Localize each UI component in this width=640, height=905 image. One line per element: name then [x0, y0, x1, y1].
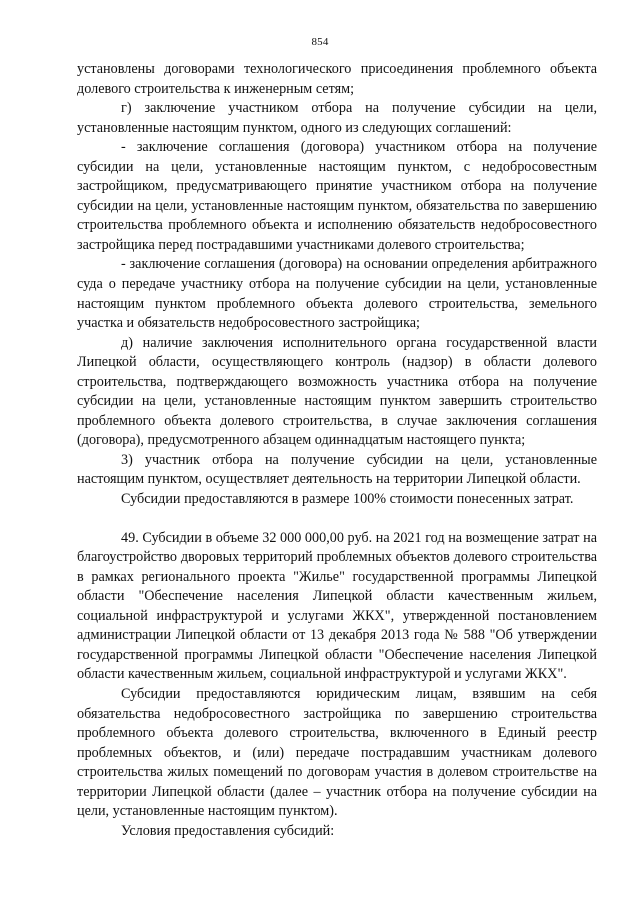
paragraph-conditions-heading: Условия предоставления субсидий: [121, 822, 335, 839]
paragraph-item-49: 49. Субсидии в объеме 32 000 000,00 руб. на 2021 год на возмещение затрат на благоустройство дворовых территорий проблемных объектов долевого строительства в рамках регионального проекта "Жилье" государственной программы Липецкой области "Обеспечение населения Липецкой области качественным жильем, социальной инфраструктурой и услугами ЖКХ", утвержденной постановлением администрации Липецкой области от 13 декабря 2013 года № 588 "Об утверждении государственной программы Липецкой области "Обеспечение населения Липецкой области качественным жильем, социальной инфраструктурой и услугами ЖКХ". [77, 529, 597, 683]
paragraph-condition-g: г) заключение участником отбора на получение субсидии на цели, установленные настоящим пунктом, одного из следующих соглашений: [77, 100, 597, 136]
paragraph-condition-d: д) наличие заключения исполнительного органа государственной власти Липецкой области, осуществляющего контроль (надзор) в области долевого строительства, подтверждающего возможность участника отбора на получение субсидии на цели, установленные настоящим пунктом завершить строительство проблемного объекта долевого строительства, в случае заключения соглашения (договора), предусмотренного абзацем одиннадцатым настоящего пункта; [77, 334, 597, 449]
page-number: 854 [311, 36, 329, 48]
paragraph-agreement-court-ruling: - заключение соглашения (договора) на основании определения арбитражного суда о передаче участнику отбора на получение субсидии на цели, установленные настоящим пунктом проблемного объекта долевого строительства, земельного участка и обязательств недобросовестного застройщика; [77, 256, 597, 332]
paragraph-subsidy-recipients: Субсидии предоставляются юридическим лицам, взявшим на себя обязательства недобросовестного застройщика по завершению строительства проблемного объекта долевого строительства, включенного в Единый реестр проблемных объектов, и (или) передаче пострадавшим участникам долевого строительства жилых помещений по договорам участия в долевом строительстве на территории Липецкой области (далее – участник отбора на получение субсидии на цели, установленные настоящим пунктом). [77, 685, 597, 820]
document-body [77, 60, 597, 841]
paragraph-connection-contracts: установлены договорами технологического присоединения проблемного объекта долевого строительства к инженерным сетям; [77, 61, 597, 97]
paragraph-agreement-with-developer: - заключение соглашения (договора) участником отбора на получение субсидии на цели, установленные настоящим пунктом, с недобросовестным застройщиком, предусматривающего принятие участником отбора на получение субсидии на цели, установленные настоящим пунктом, обязательства по завершению строительства проблемного объекта и исполнению обязательств недобросовестного застройщика перед пострадавшими участниками долевого строительства; [77, 139, 597, 253]
paragraph-subsidy-size: Субсидии предоставляются в размере 100% стоимости понесенных затрат. [121, 491, 574, 508]
paragraph-condition-3: 3) участник отбора на получение субсидии на цели, установленные настоящим пунктом, осуществляет деятельность на территории Липецкой области. [77, 451, 597, 488]
